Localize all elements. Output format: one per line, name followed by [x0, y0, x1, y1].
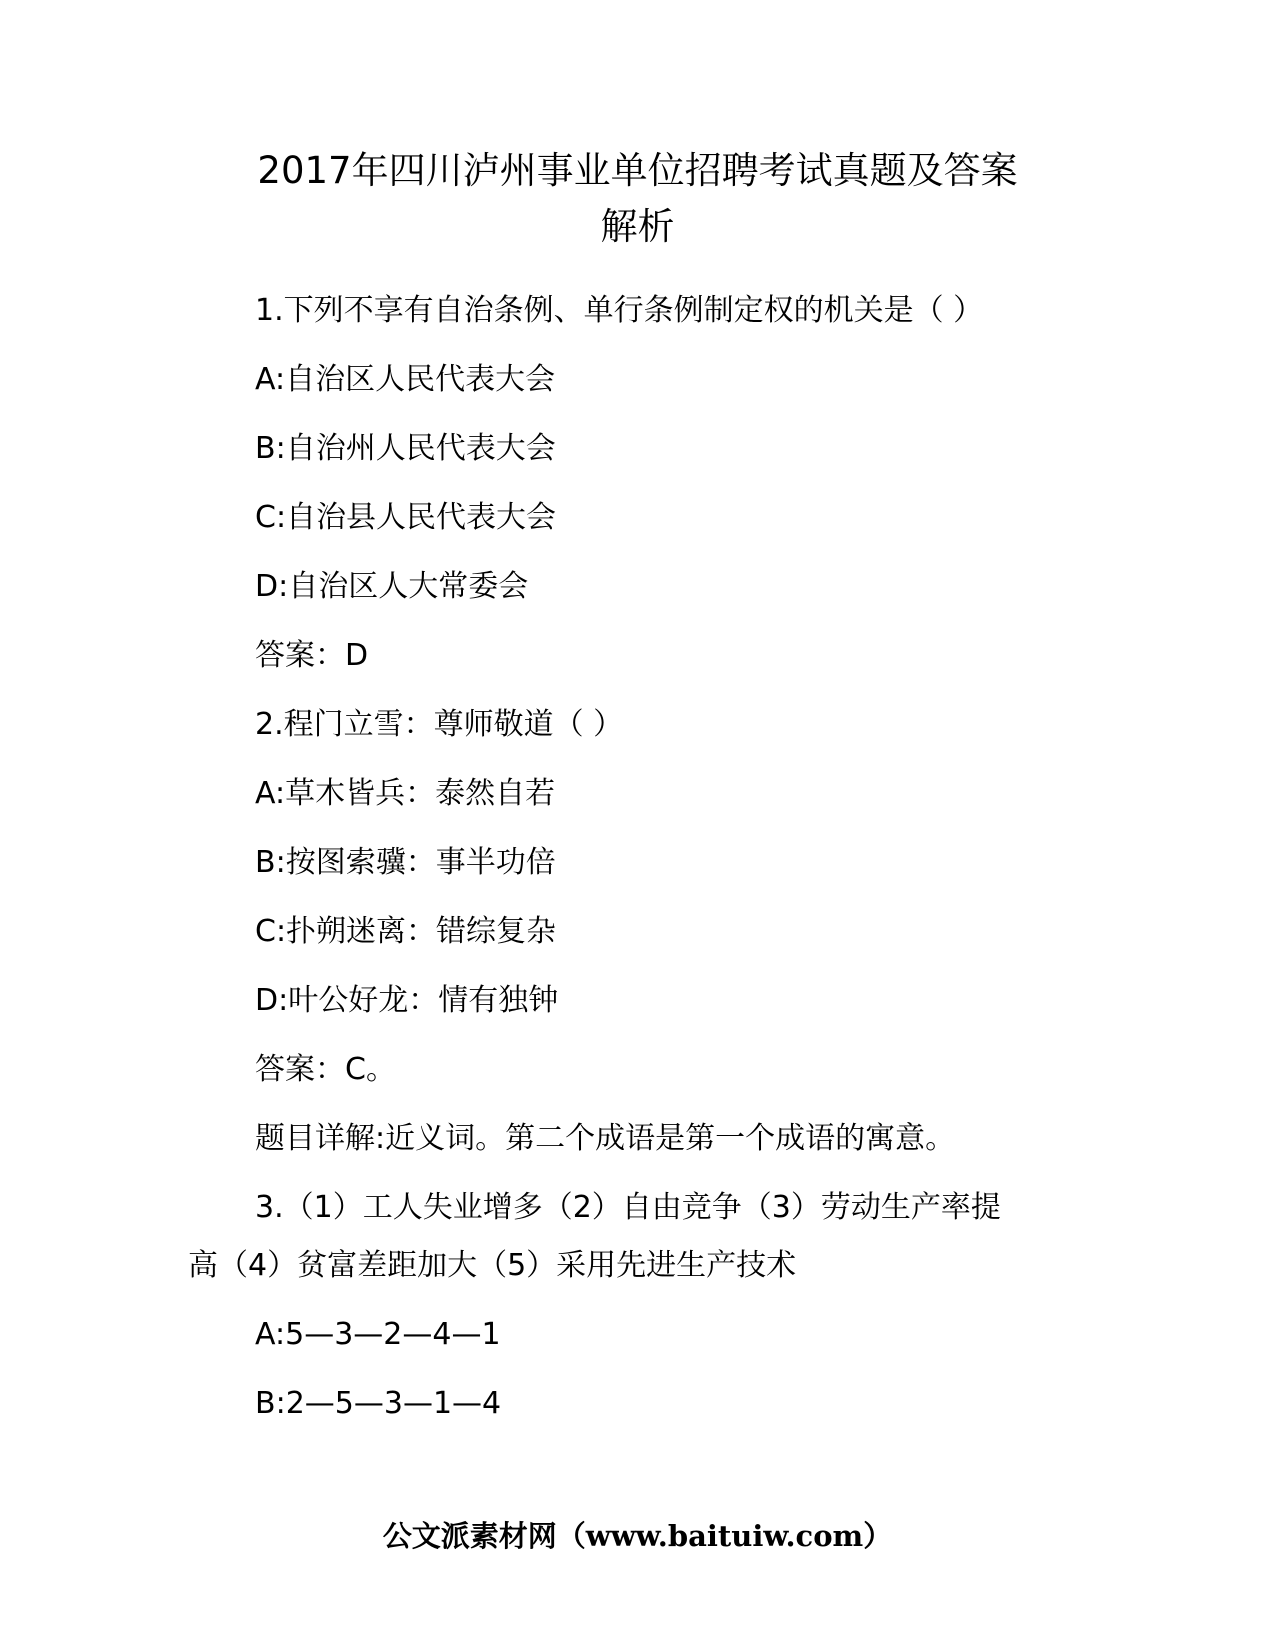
question-2-option-c: C:扑朔迷离：错综复杂	[255, 914, 557, 949]
question-2-explanation: 题目详解:近义词。第二个成语是第一个成语的寓意。	[255, 1121, 956, 1156]
question-1-option-a: A:自治区人民代表大会	[255, 362, 556, 397]
question-2-option-a: A:草木皆兵：泰然自若	[255, 776, 556, 811]
question-1-option-b: B:自治州人民代表大会	[255, 431, 556, 466]
question-3-text-continued: 高（4）贫富差距加大（5）采用先进生产技术	[188, 1248, 797, 1283]
document-title-line-1: 2017年四川泸州事业单位招聘考试真题及答案	[257, 149, 1018, 192]
question-2-option-b: B:按图索骥：事半功倍	[255, 845, 556, 880]
question-3-option-a: A:5—3—2—4—1	[255, 1317, 501, 1352]
question-1-option-c: C:自治县人民代表大会	[255, 500, 557, 535]
question-1-text: 1.下列不享有自治条例、单行条例制定权的机关是（ ）	[255, 293, 984, 328]
question-3-option-b: B:2—5—3—1—4	[255, 1386, 502, 1421]
question-2-text: 2.程门立雪：尊师敬道（ ）	[255, 707, 624, 742]
question-2-answer: 答案：C。	[255, 1052, 396, 1087]
question-2-option-d: D:叶公好龙：情有独钟	[255, 983, 559, 1018]
page-footer: 公文派素材网（www.baituiw.com）	[382, 1519, 893, 1553]
question-3-text: 3.（1）工人失业增多（2）自由竞争（3）劳动生产率提	[255, 1190, 1001, 1225]
question-1-option-d: D:自治区人大常委会	[255, 569, 529, 604]
document-title-line-2: 解析	[600, 205, 675, 248]
question-1-answer: 答案：D	[255, 638, 369, 673]
